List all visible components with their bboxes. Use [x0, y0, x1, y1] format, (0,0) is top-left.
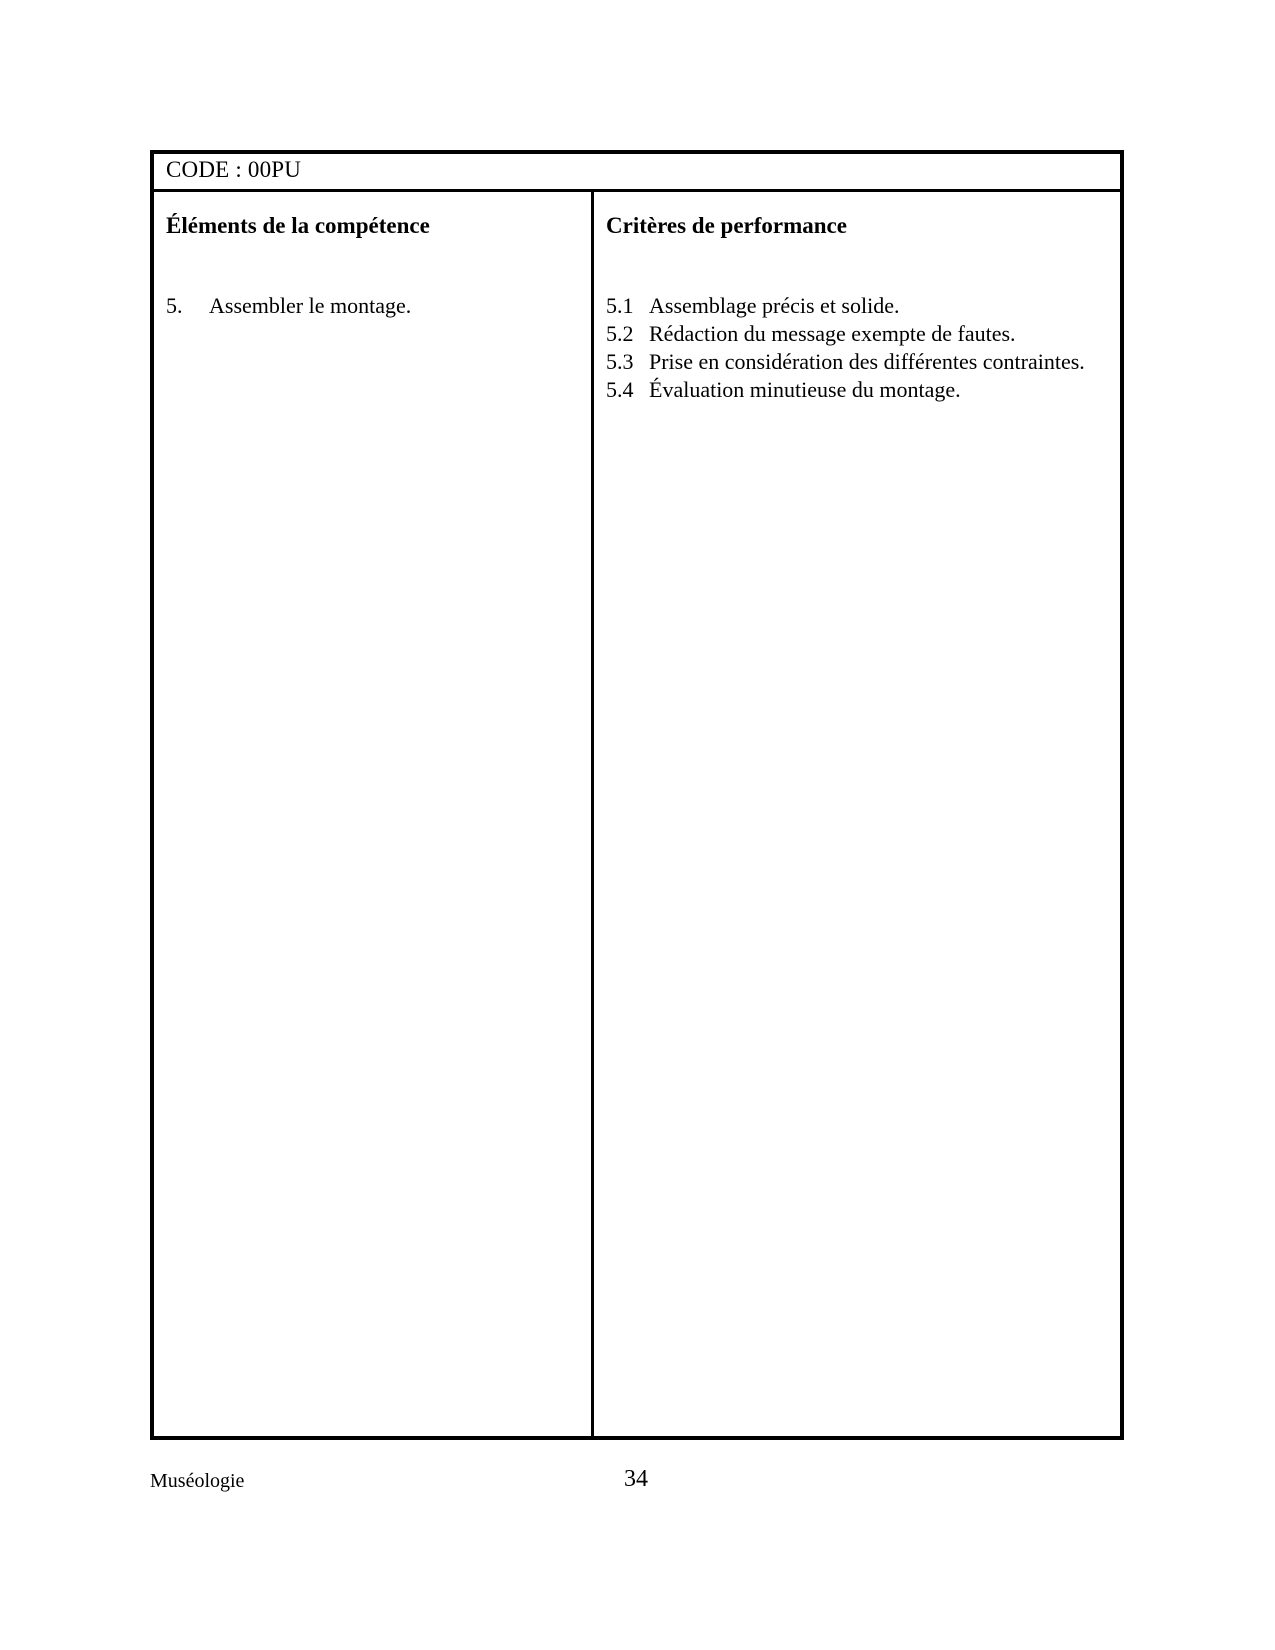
element-number: 5. — [166, 293, 183, 318]
criteria-column — [606, 212, 1116, 404]
element-item — [166, 292, 576, 320]
criteria-item — [606, 348, 1116, 376]
criteria-text: Rédaction du message exempte de fautes. — [649, 321, 1016, 346]
competence-table — [150, 150, 1124, 1440]
column-divider — [591, 192, 594, 1436]
criteria-text: Évaluation minutieuse du montage. — [649, 377, 961, 402]
competence-code: CODE : 00PU — [166, 157, 302, 182]
code-row — [154, 154, 1120, 192]
criteria-item — [606, 320, 1116, 348]
criteria-number: 5.4 — [606, 377, 634, 402]
criteria-text: Prise en considération des différentes contraintes. — [649, 349, 1085, 374]
criteria-item — [606, 292, 1116, 320]
elements-heading: Éléments de la compétence — [166, 213, 430, 238]
elements-column — [166, 212, 576, 320]
page-number: 34 — [624, 1466, 648, 1492]
criteria-item — [606, 376, 1116, 404]
element-text: Assembler le montage. — [209, 293, 412, 318]
criteria-heading: Critères de performance — [606, 213, 847, 238]
criteria-number: 5.3 — [606, 349, 634, 374]
criteria-number: 5.1 — [606, 293, 634, 318]
criteria-number: 5.2 — [606, 321, 634, 346]
criteria-text: Assemblage précis et solide. — [649, 293, 900, 318]
criteria-list — [606, 292, 1116, 404]
footer-program: Muséologie — [150, 1470, 245, 1492]
